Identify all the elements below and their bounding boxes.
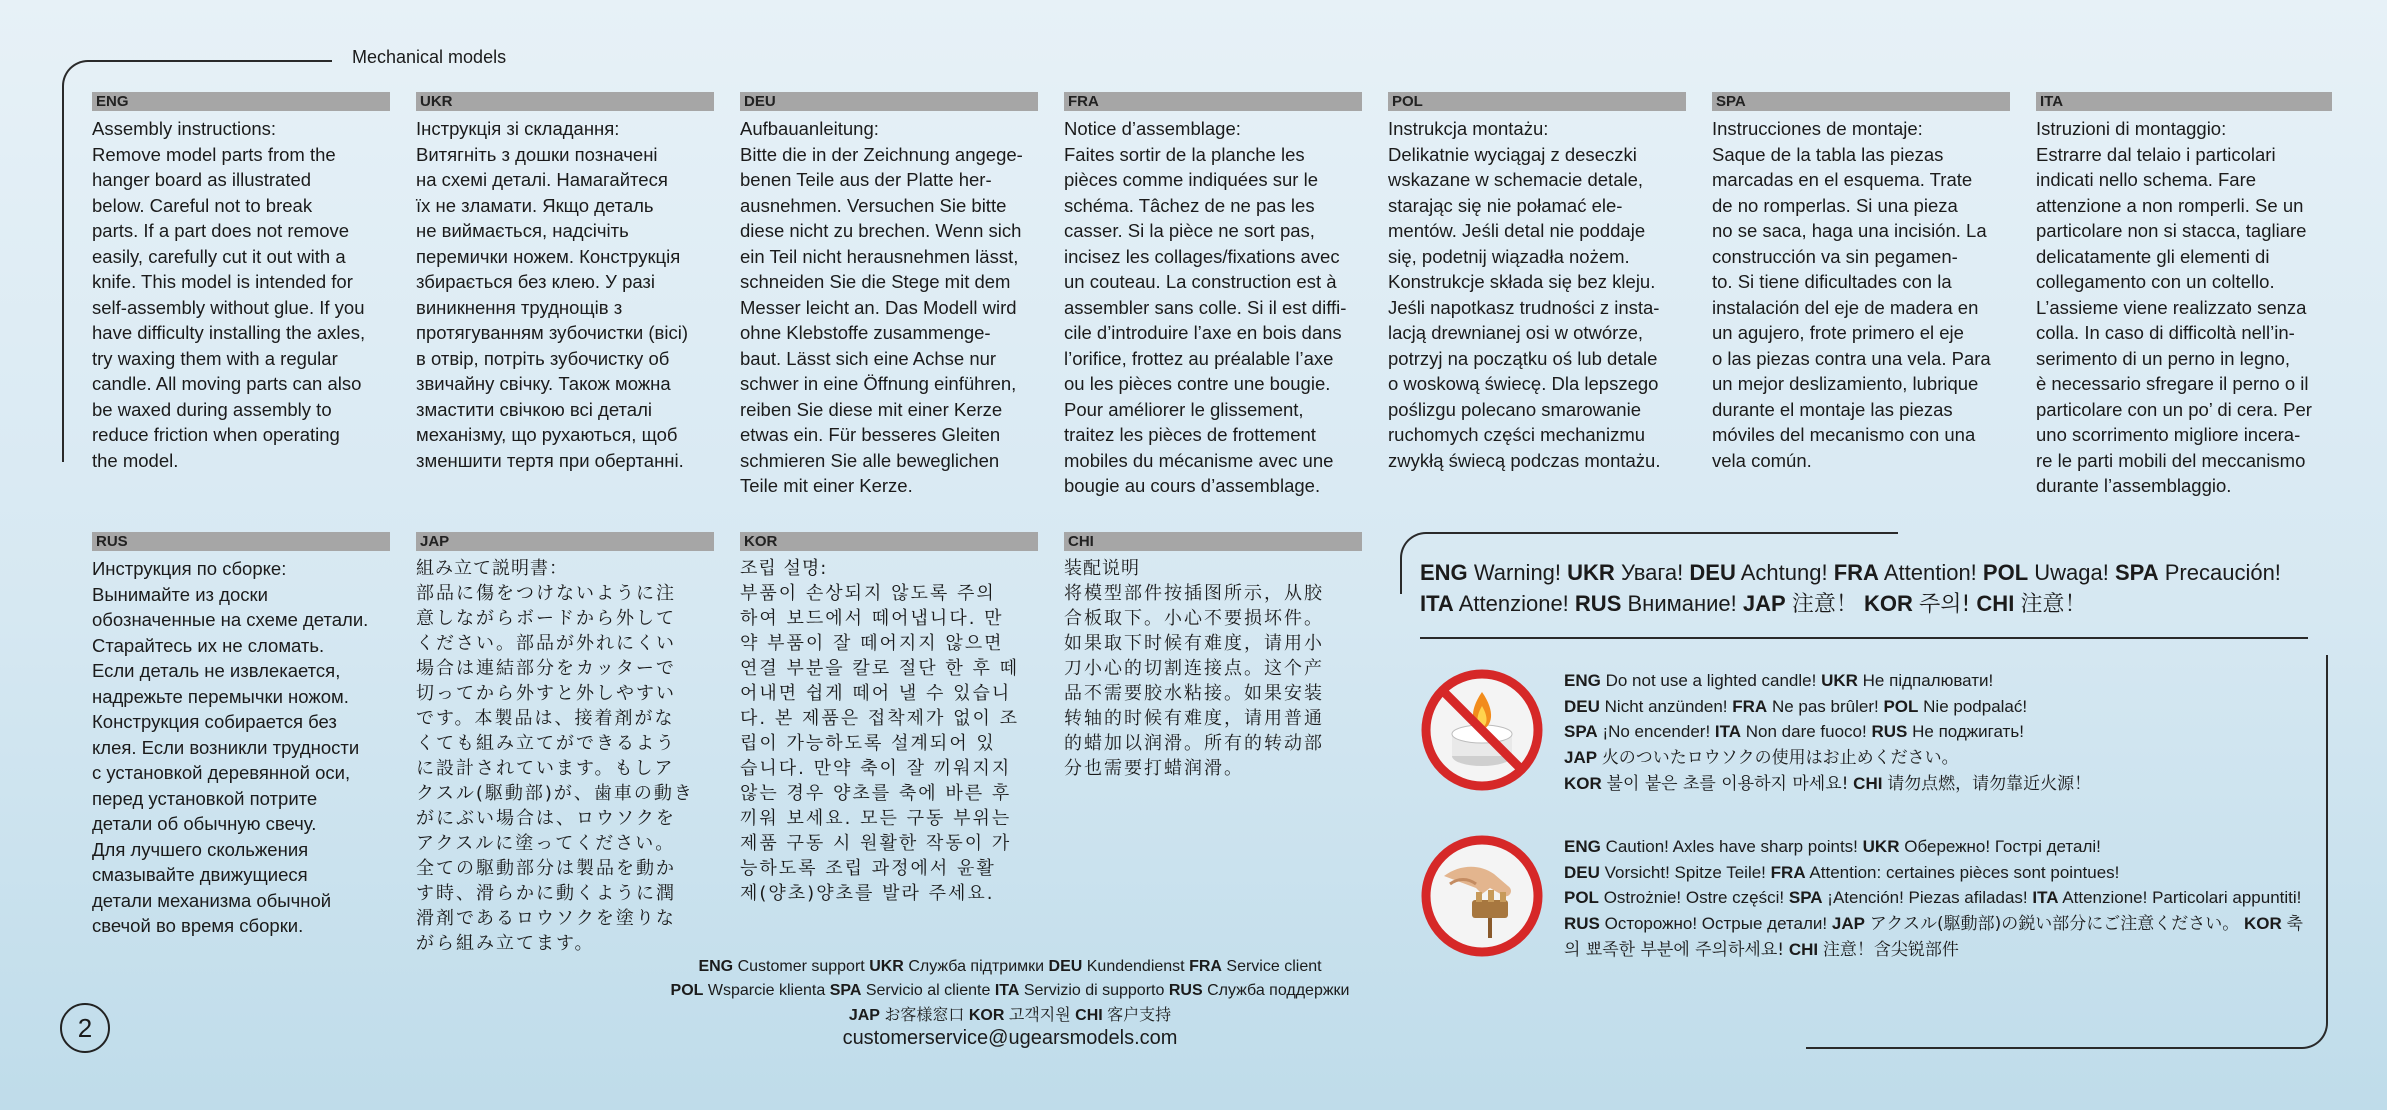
- lang-label: DEU: [740, 92, 1038, 111]
- warning-divider: [1420, 637, 2308, 639]
- column-body: Estrarre dal telaio i particolari indicati nello schema. Fare attenzione a non romperli. Se un particolare non si stacca, tagliare delicatamente gli elementi di collegamento con un coltello. L’assieme viene realizzato senza colla. In caso di difficoltà nell’in- serimento di un perno in legno, è necessario sfregare il perno o il particolare con un po’ di cera. Per uno scorrimento migliore incera- re le parti mobili del meccanismo durante l’assemblaggio.: [2036, 143, 2312, 496]
- warning-text: Не поджигать!: [1912, 722, 2024, 741]
- lang-label: UKR: [416, 92, 714, 111]
- warning-text: 注意！: [2020, 592, 2087, 617]
- warning-text: 축의 뾰족한 부분에 주의하세요!: [1564, 913, 2303, 960]
- support-text: Customer support: [737, 958, 865, 975]
- warning-lang: ITA: [2032, 888, 2059, 907]
- support-lang: UKR: [869, 958, 904, 975]
- warning-lang: UKR: [1862, 837, 1900, 856]
- warning-lang: CHI: [1853, 774, 1883, 793]
- support-lang: KOR: [968, 1007, 1005, 1024]
- warning-text: Nie podpalać!: [1923, 696, 2028, 716]
- warning-text: 주의!: [1918, 592, 1971, 617]
- instructions-column-chi: [1064, 532, 1362, 781]
- column-heading: Інструкція зі складання:: [416, 118, 620, 139]
- warning-lang: UKR: [1567, 560, 1615, 585]
- lang-label: ENG: [92, 92, 390, 111]
- warning-lang: KOR: [1564, 774, 1602, 793]
- column-heading: Assembly instructions:: [92, 118, 277, 139]
- lang-label: RUS: [92, 532, 390, 551]
- instructions-column-pol: [1388, 92, 1686, 473]
- support-lang: DEU: [1048, 958, 1083, 975]
- customer-support-labels: [650, 955, 1370, 1028]
- lang-label: ITA: [2036, 92, 2332, 111]
- column-heading: Notice d’assemblage:: [1064, 118, 1241, 139]
- support-text: Wsparcie klienta: [707, 982, 826, 999]
- warning-lang: RUS: [1574, 591, 1622, 616]
- column-body: Delikatnie wyciągaj z deseczki wskazane w schemacie detale, starając się nie połamać ele- mentów. Jeśli detal nie poddaje się, podetnij wiązadła nożem. Konstrukcje składa się bez kleju. Jeśli napotkasz trudności z insta- lacją drewnianej osi w otwórze, potrzyj na początku oś lub detale o woskową świecę. Dla lepszego poślizgu polecano smarowanie ruchomych części mechanizmu zwykłą świecą podczas montażu.: [1388, 143, 1661, 471]
- warning-lang: FRA: [1770, 862, 1806, 882]
- section-title: Mechanical models: [352, 47, 507, 67]
- column-body: 部品に傷をつけないように注 意しながらボードから外して ください。部品が外れにくい 場合は連結部分をカッターで 切ってから外すと外しやすい です。本製品は、接着剤がな くても組み立てができるよう に設計されています。もしア クスル(駆動部)が、歯車の動き がにぶい場合は、ロウソクを アクスルに塗ってください。 全ての駆動部分は製品を動か す時、滑らかに動くように潤 滑剤であるロウソクを塗りな がら組み立てます。: [416, 583, 694, 954]
- instructions-column-ita: [2036, 92, 2332, 499]
- warning-lang: RUS: [1871, 722, 1908, 741]
- warning-lang: ITA: [1420, 591, 1454, 616]
- warning-lang: CHI: [1976, 591, 2015, 616]
- support-text: Servizio di supporto: [1023, 982, 1165, 999]
- column-body: 将模型部件按插图所示，从胶 合板取下。小心不要损坏件。 如果取下时候有难度，请用小 刀小心的切割连接点。这个产 品不需要胶水粘接。如果安装 转轴的时候有难度，请用普通 的蜡加以润滑。所有的转动部 分也需要打蜡润滑。: [1064, 583, 1324, 779]
- column-body: Витягніть з дошки позначені на схемі деталі. Намагайтеся їх не зламати. Якщо деталь не виймається, надсічіть перемички ножем. Конструкція збирається без клею. У разі виникнення труднощів з протягуванням зубочистки (вісі) в отвір, потріть зубочистку об звичайну свічку. Також можна змастити свічкою всі деталі механізму, що рухаються, щоб зменшити тертя при обертанні.: [416, 143, 688, 471]
- warning-lang: DEU: [1564, 696, 1600, 716]
- warning-title: [1420, 557, 2300, 620]
- warning-text: Не підпалювати!: [1862, 671, 1994, 690]
- warning-lang: RUS: [1564, 913, 1600, 933]
- lang-label: SPA: [1712, 92, 2010, 111]
- warning-text: Achtung!: [1740, 560, 1828, 585]
- warning-lang: KOR: [1863, 591, 1913, 616]
- column-heading: 組み立て説明書：: [416, 558, 568, 579]
- warning-lang: JAP: [1831, 913, 1865, 933]
- warning-text: Attenzione!: [1458, 591, 1569, 616]
- support-lang: SPA: [829, 982, 862, 999]
- warning-lang: ITA: [1714, 722, 1742, 741]
- lang-label: POL: [1388, 92, 1686, 111]
- support-lang: ITA: [994, 982, 1020, 999]
- support-lang: RUS: [1168, 982, 1203, 999]
- warning-text: Attention!: [1883, 560, 1977, 585]
- column-heading: Instrucciones de montaje:: [1712, 118, 1923, 139]
- warning-lang: ENG: [1564, 837, 1601, 856]
- sharp-warning-text: [1564, 834, 2306, 964]
- warning-lang: SPA: [1564, 722, 1598, 741]
- lang-label: KOR: [740, 532, 1038, 551]
- support-text: Service client: [1226, 958, 1322, 975]
- warning-lang: POL: [1564, 888, 1599, 907]
- column-body: 부품이 손상되지 않도록 주의 하여 보드에서 떼어냅니다. 만 약 부품이 잘 떼어지지 않으면 연결 부분을 칼로 절단 한 후 떼 어내면 쉽게 떼어 낼 수 있습니 다. 본 제품은 접착제가 없이 조 립이 가능하도록 설계되어 있 습니다. 만약 축이 잘 끼워지지 않는 경우 양초를 축에 바른 후 끼워 보세요. 모든 구동 부위는 제품 구동 시 원활한 작동이 가 능하도록 조립 과정에서 윤활 제(양초)양초를 발라 주세요.: [740, 583, 1019, 904]
- warning-lang: POL: [1982, 560, 2029, 585]
- warning-text: 注意！含尖锐部件: [1822, 940, 1959, 960]
- support-text: 고객지원: [1008, 1005, 1071, 1024]
- warning-text: Nicht anzünden!: [1604, 696, 1728, 716]
- warning-text: ¡No encender!: [1602, 722, 1711, 741]
- warning-text: Precaución!: [2164, 560, 2281, 585]
- instructions-column-spa: [1712, 92, 2010, 473]
- support-line: [650, 1003, 1370, 1028]
- support-text: Служба поддержки: [1207, 982, 1350, 999]
- column-heading: 조립 설명:: [740, 558, 828, 579]
- warning-lang: JAP: [1564, 747, 1598, 767]
- support-line: [650, 979, 1370, 1003]
- instructions-column-eng: [92, 92, 390, 473]
- warning-text: Non dare fuoco!: [1745, 722, 1867, 741]
- lang-label: CHI: [1064, 532, 1362, 551]
- lang-label: FRA: [1064, 92, 1362, 111]
- instructions-column-ukr: [416, 92, 714, 473]
- instructions-column-deu: [740, 92, 1038, 499]
- warning-lang: KOR: [2244, 913, 2282, 933]
- no-lighted-candle-icon: [1420, 668, 1544, 792]
- instructions-column-jap: [416, 532, 714, 956]
- warning-text: Осторожно! Острые детали!: [1604, 913, 1828, 933]
- column-body: Remove model parts from the hanger board as illustrated below. Careful not to break parts. If a part does not remove easily, carefully cut it out with a knife. This model is intended for self-assembly without glue. If you have difficulty installing the axles, try waxing them with a regular candle. All moving parts can also be waxed during assembly to reduce friction when operating the model.: [92, 143, 366, 471]
- warning-text: ¡Atención! Piezas afiladas!: [1827, 888, 2028, 907]
- support-text: Servicio al cliente: [865, 982, 991, 999]
- instructions-column-rus: [92, 532, 390, 939]
- warning-text: Внимание!: [1627, 591, 1737, 616]
- warning-lang: FRA: [1732, 696, 1768, 716]
- column-heading: Инструкция по сборке:: [92, 558, 287, 579]
- lang-label: JAP: [416, 532, 714, 551]
- warning-lang: DEU: [1564, 862, 1600, 882]
- warning-lang: UKR: [1821, 671, 1858, 690]
- warning-lang: JAP: [1742, 591, 1786, 616]
- support-lang: ENG: [698, 958, 734, 975]
- warning-text: Do not use a lighted candle!: [1605, 671, 1817, 690]
- warning-text: Caution! Axles have sharp points!: [1605, 837, 1858, 856]
- warning-text: Attenzione! Particolari appuntiti!: [2062, 888, 2302, 907]
- warning-text: Uwaga!: [2034, 560, 2109, 585]
- page-number: 2: [60, 1003, 110, 1053]
- sharp-axle-hand-icon: [1420, 834, 1544, 958]
- warning-text: 请勿点燃，请勿靠近火源！: [1887, 774, 2092, 794]
- support-lang: CHI: [1075, 1007, 1103, 1024]
- warning-text: Обережно! Гострі деталі!: [1904, 837, 2101, 856]
- support-email-link[interactable]: customerservice@ugearsmodels.com: [842, 1027, 1178, 1049]
- support-line: [650, 955, 1370, 979]
- support-lang: POL: [670, 982, 704, 999]
- support-text: お客様窓口: [884, 1005, 965, 1024]
- warning-lang: SPA: [2115, 560, 2159, 585]
- support-text: 客户支持: [1107, 1005, 1172, 1024]
- instructions-column-fra: [1064, 92, 1362, 499]
- warning-lang: FRA: [1833, 560, 1879, 585]
- warning-lang: CHI: [1788, 940, 1819, 959]
- warning-text: 注意！: [1791, 592, 1858, 617]
- warning-lang: ENG: [1564, 671, 1601, 690]
- column-heading: Istruzioni di montaggio:: [2036, 118, 2227, 139]
- support-text: Служба підтримки: [908, 958, 1045, 975]
- support-lang: FRA: [1189, 958, 1222, 975]
- column-heading: Aufbauanleitung:: [740, 118, 879, 139]
- warning-lang: SPA: [1788, 888, 1823, 907]
- column-body: Faites sortir de la planche les pièces comme indiquées sur le schéma. Tâchez de ne pas les casser. Si la pièce ne sort pas, incisez les collages/fixations avec un couteau. La construction est à assembler sans colle. Si il est diffi- cile d’introduire l’axe en bois dans l’orifice, frottez au préalable l’axe ou les pièces contre une bougie. Pour améliorer le glissement, traitez les pièces de frottement mobiles du mécanisme avec une bougie au cours d’assemblage.: [1064, 143, 1347, 496]
- column-body: Bitte die in der Zeichnung angege- benen Teile aus der Platte her- ausnehmen. Versuchen Sie bitte diese nicht zu brechen. Wenn sich ein Teil nicht herausnehmen lässt, schneiden Sie die Stege mit dem Messer leicht an. Das Modell wird ohne Klebstoffe zusammenge- baut. Lässt sich eine Achse nur schwer in eine Öffnung einführen, reiben Sie diese mit einer Kerze etwas ein. Für besseres Gleiten schmieren Sie alle beweglichen Teile mit einer Kerze.: [740, 143, 1023, 496]
- warning-text: Warning!: [1473, 560, 1562, 585]
- warning-lang: ENG: [1420, 560, 1468, 585]
- warning-text: Ostrożnie! Ostre części!: [1603, 888, 1785, 907]
- warning-text: 火のついたロウソクの使用はお止めください。: [1601, 747, 1959, 768]
- column-heading: 装配说明: [1064, 558, 1140, 579]
- warning-text: Ne pas brûler!: [1771, 696, 1879, 716]
- warning-text: 불이 붙은 초를 이용하지 마세요!: [1606, 774, 1849, 794]
- warning-text: Vorsicht! Spitze Teile!: [1604, 862, 1766, 882]
- warning-text: Attention: certaines pièces sont pointues!: [1809, 862, 2120, 882]
- candle-warning-text: [1564, 668, 2306, 798]
- warning-text: Увага!: [1620, 560, 1684, 585]
- warning-lang: POL: [1883, 696, 1919, 716]
- column-body: Вынимайте из доски обозначенные на схеме детали. Старайтесь их не сломать. Если деталь не извлекается, надрежьте перемычки ножом. Конструкция собирается без клея. Если возникли трудности с установкой деревянной оси, перед установкой потрите детали об обычную свечу. Для лучшего скольжения смазывайте движущиеся детали механизма обычной свечой во время сборки.: [92, 583, 369, 936]
- column-heading: Instrukcja montażu:: [1388, 118, 1549, 139]
- warning-lang: DEU: [1689, 560, 1736, 585]
- warning-text: アクスル(駆動部)の鋭い部分にご注意ください。: [1869, 913, 2240, 934]
- support-lang: JAP: [848, 1007, 880, 1024]
- instructions-column-kor: [740, 532, 1038, 906]
- column-body: Saque de la tabla las piezas marcadas en el esquema. Trate de no romperlas. Si una pieza no se saca, haga una incisión. La construcción va sin pegamen- to. Si tiene dificultades con la instalación del eje de madera en un agujero, frote primero el eje o las piezas contra una vela. Para un mejor deslizamiento, lubrique durante el montaje las piezas móviles del mecanismo con una vela común.: [1712, 143, 1991, 471]
- support-text: Kundendienst: [1086, 958, 1185, 975]
